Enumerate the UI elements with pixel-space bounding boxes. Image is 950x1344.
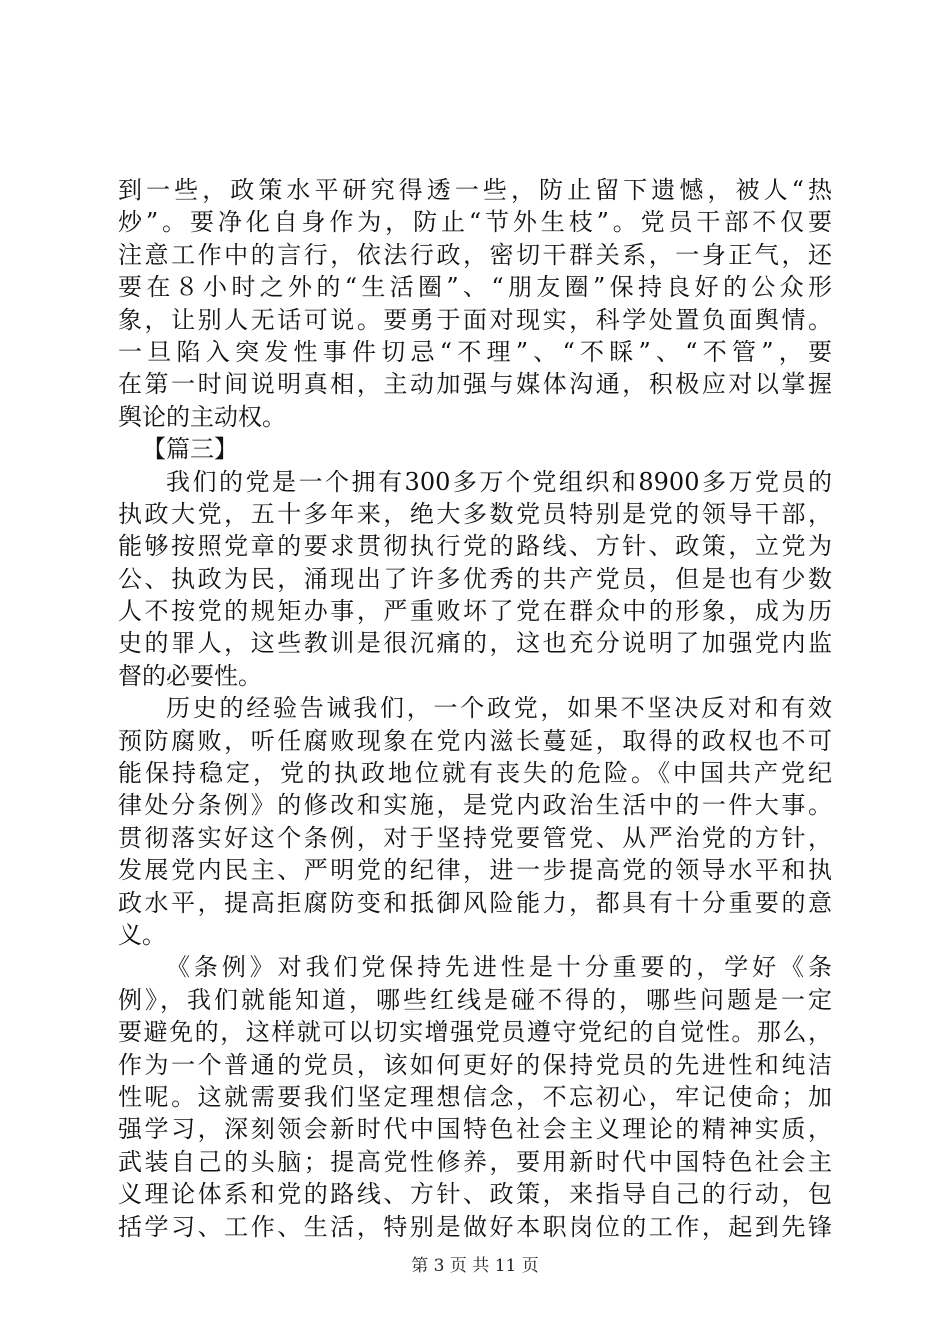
text-line: 发展党内民主、严明党的纪律，进一步提高党的领导水平和执 bbox=[118, 856, 832, 885]
text-line: 一旦陷入突发性事件切忌“不理”、“不睬”、“不管”，要 bbox=[118, 337, 832, 366]
text-line: 律处分条例》的修改和实施，是党内政治生活中的一件大事。 bbox=[118, 791, 832, 820]
text-line: 要避免的，这样就可以切实增强党员遵守党纪的自觉性。那么， bbox=[118, 1018, 832, 1047]
text-line: 强学习，深刻领会新时代中国特色社会主义理论的精神实质， bbox=[118, 1115, 832, 1144]
text-line: 历史的经验告诫我们，一个政党，如果不坚决反对和有效 bbox=[166, 694, 832, 723]
text-line: 括学习、工作、生活，特别是做好本职岗位的工作，起到先锋 bbox=[118, 1212, 832, 1241]
text-line: 能保持稳定，党的执政地位就有丧失的危险。《中国共产党纪 bbox=[118, 759, 832, 788]
text-line: 作为一个普通的党员，该如何更好的保持党员的先进性和纯洁 bbox=[118, 1050, 832, 1079]
text-line: 公、执政为民，涌现出了许多优秀的共产党员，但是也有少数 bbox=[118, 564, 832, 593]
text-line: 在第一时间说明真相，主动加强与媒体沟通，积极应对以掌握 bbox=[118, 370, 832, 399]
text-line: 武装自己的头脑；提高党性修养，要用新时代中国特色社会主 bbox=[118, 1147, 832, 1176]
text-line: 注意工作中的言行，依法行政，密切干群关系，一身正气，还 bbox=[118, 240, 832, 269]
text-line: 炒”。要净化自身作为，防止“节外生枝”。党员干部不仅要 bbox=[118, 208, 832, 237]
text-line: 我们的党是一个拥有300多万个党组织和8900多万党员的 bbox=[166, 467, 832, 496]
text-line: 义理论体系和党的路线、方针、政策，来指导自己的行动，包 bbox=[118, 1180, 832, 1209]
text-line: 性呢。这就需要我们坚定理想信念，不忘初心，牢记使命；加 bbox=[118, 1082, 832, 1111]
text-line: 义。 bbox=[118, 920, 166, 949]
text-line: 到一些，政策水平研究得透一些，防止留下遗憾，被人“热 bbox=[118, 176, 832, 204]
text-line: 史的罪人，这些教训是很沉痛的，这也充分说明了加强党内监 bbox=[118, 629, 832, 658]
document-body bbox=[118, 174, 832, 1243]
text-line: 舆论的主动权。 bbox=[118, 402, 286, 431]
text-line: 人不按党的规矩办事，严重败坏了党在群众中的形象，成为历 bbox=[118, 597, 832, 626]
text-line: 要在８小时之外的“生活圈”、“朋友圈”保持良好的公众形 bbox=[118, 273, 832, 302]
text-line: 《条例》对我们党保持先进性是十分重要的，学好《条 bbox=[166, 953, 832, 982]
page-number-footer: 第 3 页 共 11 页 bbox=[411, 1256, 539, 1276]
text-line: 预防腐败，听任腐败现象在党内滋长蔓延，取得的政权也不可 bbox=[118, 726, 832, 755]
text-line: 能够按照党章的要求贯彻执行党的路线、方针、政策，立党为 bbox=[118, 532, 832, 561]
text-line: 例》，我们就能知道，哪些红线是碰不得的，哪些问题是一定 bbox=[118, 985, 832, 1014]
text-line: 督的必要性。 bbox=[118, 661, 262, 690]
text-line: 象，让别人无话可说。要勇于面对现实，科学处置负面舆情。 bbox=[118, 305, 832, 334]
text-line: 执政大党，五十多年来，绝大多数党员特别是党的领导干部， bbox=[118, 499, 832, 528]
section-heading: 【篇三】 bbox=[142, 435, 238, 464]
text-line: 贯彻落实好这个条例，对于坚持党要管党、从严治党的方针， bbox=[118, 823, 832, 852]
text-line: 政水平，提高拒腐防变和抵御风险能力，都具有十分重要的意 bbox=[118, 888, 832, 917]
